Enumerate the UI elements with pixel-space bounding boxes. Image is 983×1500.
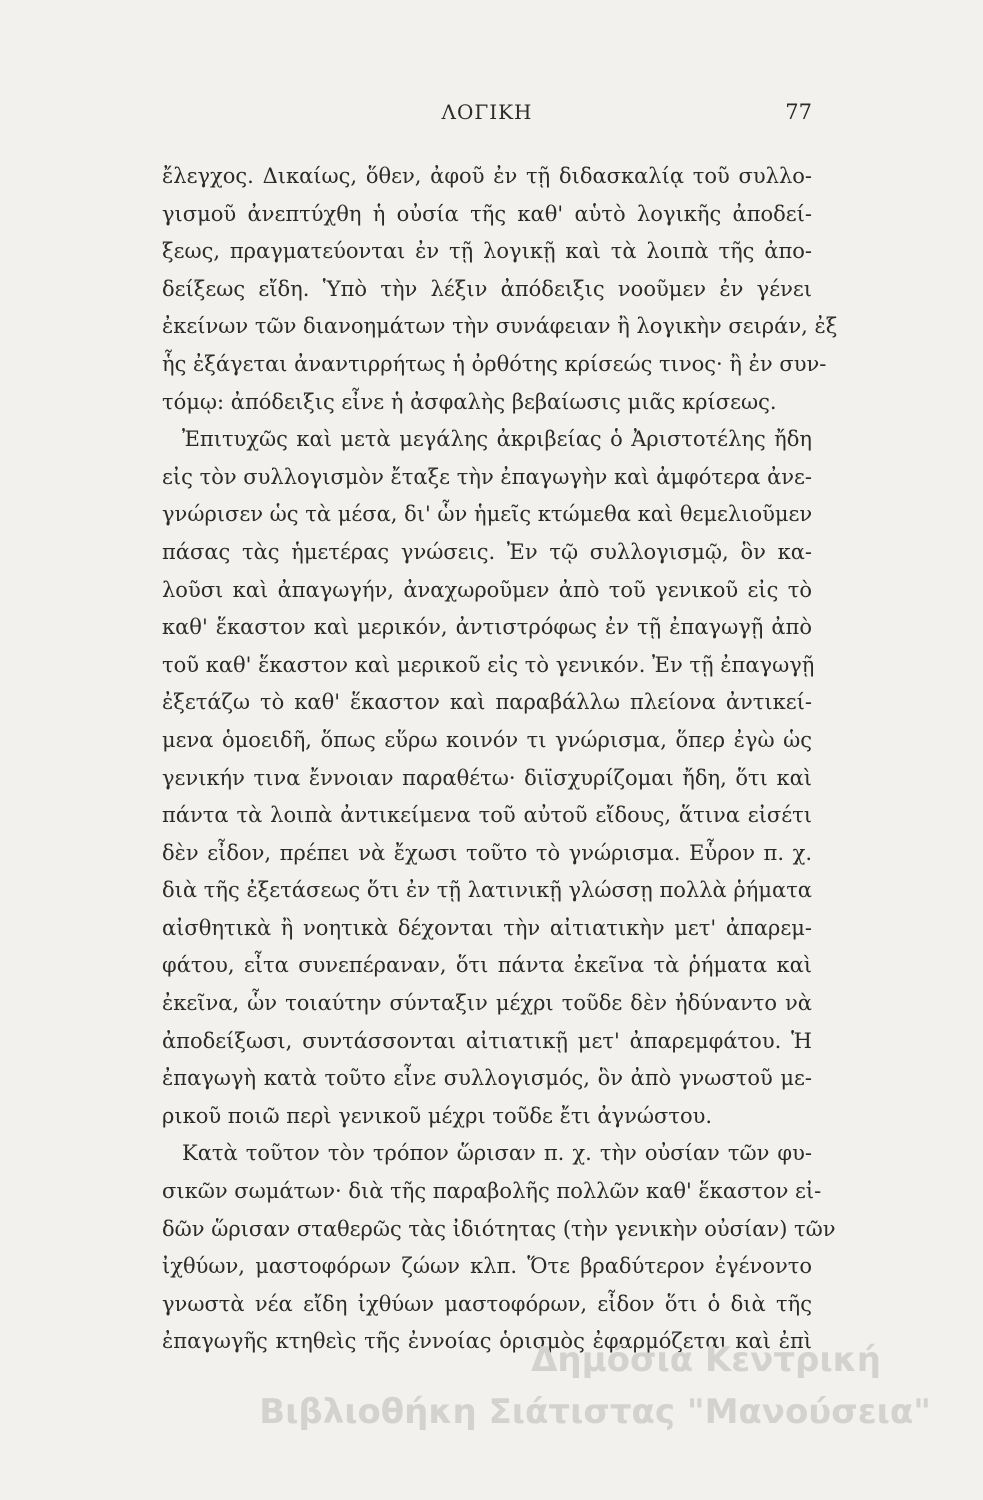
- text-line: φάτου, εἶτα συνεπέραναν, ὅτι πάντα ἐκεῖνα τὰ ῥήματα καὶ: [162, 953, 812, 978]
- text-line: αἰσθητικὰ ἢ νοητικὰ δέχονται τὴν αἰτιατικὴν μετ' ἀπαρεμ-: [162, 915, 812, 940]
- text-line: μενα ὁμοειδῆ, ὅπως εὕρω κοινόν τι γνώρισμα, ὅπερ ἐγὼ ὡς: [162, 727, 812, 752]
- text-line: ἐπαγωγὴ κατὰ τοῦτο εἶνε συλλογισμός, ὃν ἀπὸ γνωστοῦ με-: [162, 1066, 812, 1091]
- running-head: ΛΟΓΙΚΗ: [441, 100, 533, 124]
- text-line: ξεως, πραγματεύονται ἐν τῇ λογικῇ καὶ τὰ λοιπὰ τῆς ἀπο-: [162, 239, 812, 264]
- text-line: δῶν ὥρισαν σταθερῶς τὰς ἰδιότητας (τὴν γενικὴν οὐσίαν) τῶν: [162, 1216, 836, 1241]
- text-line: πάντα τὰ λοιπὰ ἀντικείμενα τοῦ αὐτοῦ εἴδους, ἅτινα εἰσέτι: [162, 803, 812, 828]
- text-line: καθ' ἕκαστον καὶ μερικόν, ἀντιστρόφως ἐν τῇ ἐπαγωγῇ ἀπὸ: [162, 615, 812, 640]
- text-line: λοῦσι καὶ ἀπαγωγήν, ἀναχωροῦμεν ἀπὸ τοῦ γενικοῦ εἰς τὸ: [162, 577, 812, 602]
- text-line: γενικήν τινα ἔννοιαν παραθέτω· διϊσχυρίζομαι ἤδη, ὅτι καὶ: [162, 765, 812, 790]
- body-text: [162, 158, 838, 1361]
- text-line: Ἐπιτυχῶς καὶ μετὰ μεγάλης ἀκριβείας ὁ Ἀριστοτέλης ἤδη: [182, 427, 812, 452]
- text-line: ἔλεγχος. Δικαίως, ὅθεν, ἀφοῦ ἐν τῇ διδασκαλίᾳ τοῦ συλλο-: [162, 164, 812, 188]
- text-line: γνώρισεν ὡς τὰ μέσα, δι' ὧν ἡμεῖς κτώμεθα καὶ θεμελιοῦμεν: [162, 502, 813, 527]
- text-line: τόμῳ: ἀπόδειξις εἶνε ἡ ἀσφαλὴς βεβαίωσις μιᾶς κρίσεως.: [162, 389, 777, 414]
- text-line: ἐπαγωγῆς κτηθεὶς τῆς ἐννοίας ὁρισμὸς ἐφαρμόζεται καὶ ἐπὶ: [162, 1329, 812, 1354]
- text-line: Κατὰ τοῦτον τὸν τρόπον ὥρισαν π. χ. τὴν οὐσίαν τῶν φυ-: [182, 1141, 812, 1166]
- text-line: γισμοῦ ἀνεπτύχθη ἡ οὐσία τῆς καθ' αὑτὸ λογικῆς ἀποδεί-: [162, 201, 812, 226]
- text-line: ἐκείνων τῶν διανοημάτων τὴν συνάφειαν ἢ λογικὴν σειράν, ἐξ: [162, 314, 838, 339]
- page-header: [162, 100, 812, 134]
- text-line: διὰ τῆς ἐξετάσεως ὅτι ἐν τῇ λατινικῇ γλώσσῃ πολλὰ ῥήματα: [162, 878, 812, 903]
- text-line: δὲν εἶδον, πρέπει νὰ ἔχωσι τοῦτο τὸ γνώρισμα. Εὗρον π. χ.: [162, 840, 812, 865]
- text-line: ρικοῦ ποιῶ περὶ γενικοῦ μέχρι τοῦδε ἔτι ἀγνώστου.: [162, 1103, 713, 1128]
- text-line: γνωστὰ νέα εἴδη ἰχθύων μαστοφόρων, εἶδον ὅτι ὁ διὰ τῆς: [162, 1291, 812, 1316]
- text-line: ἐξετάζω τὸ καθ' ἕκαστον καὶ παραβάλλω πλείονα ἀντικεί-: [162, 690, 812, 715]
- library-watermark-line-1: Δημόσια Κεντρική: [531, 1340, 881, 1380]
- text-line: εἰς τὸν συλλογισμὸν ἔταξε τὴν ἐπαγωγὴν καὶ ἀμφότερα ἀνε-: [162, 464, 812, 489]
- text-line: πάσας τὰς ἡμετέρας γνώσεις. Ἐν τῷ συλλογισμῷ, ὃν κα-: [162, 539, 812, 564]
- text-line: ἰχθύων, μαστοφόρων ζώων κλπ. Ὅτε βραδύτερον ἐγένοντο: [162, 1254, 812, 1279]
- text-line: ἀποδείξωσι, συντάσσονται αἰτιατικῇ μετ' ἀπαρεμφάτου. Ἡ: [162, 1028, 812, 1053]
- text-line: δείξεως εἴδη. Ὑπὸ τὴν λέξιν ἀπόδειξις νοοῦμεν ἐν γένει: [162, 276, 812, 301]
- text-line: ἧς ἐξάγεται ἀναντιρρήτως ἡ ὀρθότης κρίσεώς τινος· ἢ ἐν συν-: [162, 351, 827, 376]
- text-line: τοῦ καθ' ἕκαστον καὶ μερικοῦ εἰς τὸ γενικόν. Ἐν τῇ ἐπαγωγῇ: [162, 652, 815, 677]
- library-watermark-line-2: Βιβλιοθήκη Σιάτιστας "Μανούσεια": [259, 1392, 931, 1432]
- text-line: ἐκεῖνα, ὧν τοιαύτην σύνταξιν μέχρι τοῦδε δὲν ἠδύναντο νὰ: [162, 991, 812, 1016]
- page-number: 77: [785, 100, 812, 124]
- text-line: σικῶν σωμάτων· διὰ τῆς παραβολῆς πολλῶν καθ' ἕκαστον εἰ-: [162, 1179, 822, 1204]
